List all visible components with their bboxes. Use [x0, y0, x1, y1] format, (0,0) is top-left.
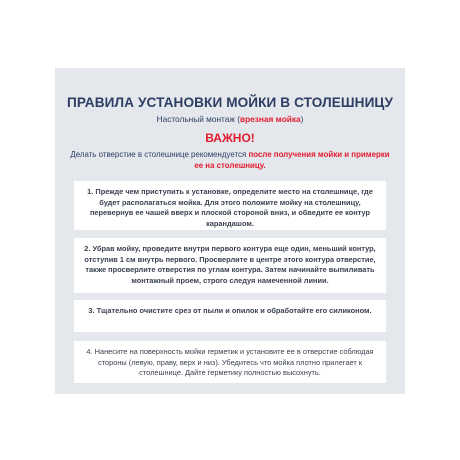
lead-highlight: после получения мойки и примерки ее на столешницу.	[194, 150, 390, 170]
lead-text	[65, 150, 395, 171]
important-heading: ВАЖНО!	[205, 131, 255, 145]
instructions-card	[55, 68, 405, 394]
step-3: 3. Тщательно очистите срез от пыли и опилок и обработайте его силиконом.	[74, 300, 386, 332]
subtitle-prefix: Настольный монтаж (	[156, 114, 240, 124]
subtitle-highlight: врезная мойка	[239, 114, 301, 124]
subtitle-suffix: )	[300, 114, 304, 124]
step-1: 1. Прежде чем приступить к установке, определите место на столешнице, где будет располагаться мойка. Для этого положите мойку на столешницу, перевернув ее чашей вверх и плоской стороной вниз, и обведите ее контур карандашом.	[74, 181, 386, 230]
subtitle	[55, 114, 405, 124]
step-4: 4. Нанесите на поверхность мойки герметик и установите ее в отверстие соблюдая стороны (левую, праву, верх и низ). Убедитесь что мойка плотно прилегает к столешнице. Дайте герметику полностью высохнуть.	[74, 341, 386, 383]
lead-prefix: Делать отверстие в столешнице рекомендуется	[70, 150, 249, 159]
step-2: 2. Убрав мойку, проведите внутри первого контура еще один, меньший контур, отступив 1 см внутрь первого. Просверлите в центре этого контура отверстие, также просверлите отверстия по углам контура. Затем начинайте выпиливать монтажный проем, строго следуя намеченной линии.	[74, 238, 386, 293]
page-title: ПРАВИЛА УСТАНОВКИ МОЙКИ В СТОЛЕШНИЦУ	[66, 95, 394, 110]
